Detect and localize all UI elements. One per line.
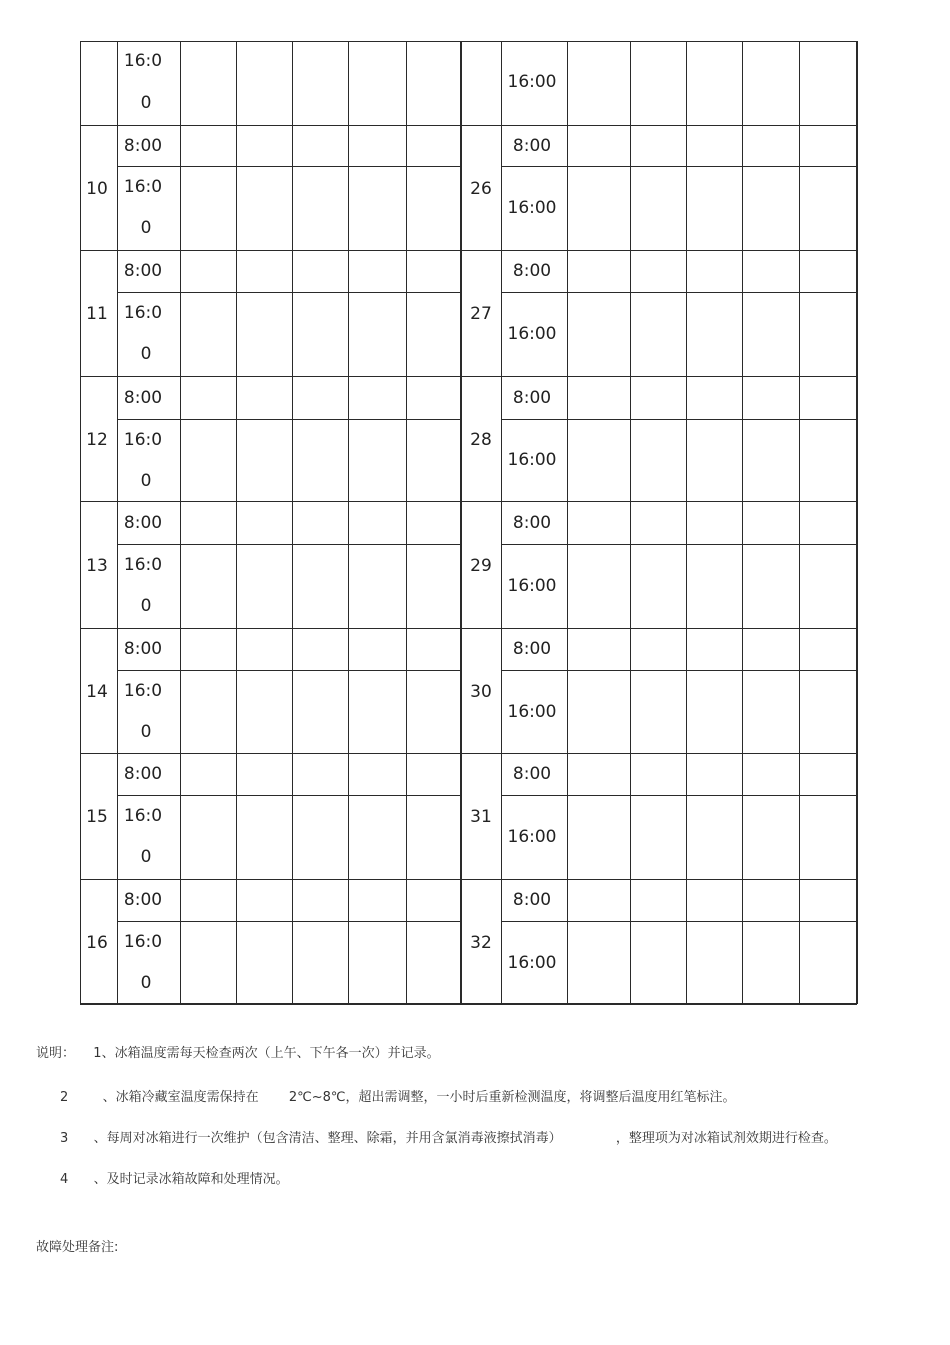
- day-number: 27: [470, 304, 492, 324]
- time-label: 16:00: [507, 576, 557, 596]
- time-label: 8:00: [123, 764, 163, 784]
- note-1-text: 、冰箱温度需每天检查两次（上午、下午各一次）并记录。: [101, 1046, 440, 1061]
- note-2-text: 、冰箱冷藏室温度需保持在: [102, 1090, 259, 1105]
- table-vline: [630, 41, 631, 1004]
- table-hline: [80, 879, 857, 880]
- table-hline: [80, 628, 857, 629]
- time-label: 8:00: [512, 261, 552, 281]
- fault-remarks-label: 故障处理备注:: [36, 1240, 119, 1255]
- table-hline: [80, 376, 857, 377]
- note-4: [60, 1168, 289, 1187]
- time-label: 16:0: [123, 932, 163, 952]
- time-label: 0: [140, 471, 152, 491]
- day-number: 29: [470, 555, 492, 576]
- table-subline: [117, 544, 461, 545]
- table-hline: [80, 501, 857, 502]
- table-subline: [501, 670, 857, 671]
- day-number: 11: [86, 304, 108, 324]
- time-label: 8:00: [512, 764, 552, 784]
- table-subline: [117, 166, 461, 167]
- table-subline: [501, 921, 857, 922]
- table-subline: [501, 795, 857, 796]
- time-label: 16:0: [123, 555, 163, 575]
- time-label: 16:00: [507, 701, 557, 722]
- day-number: 12: [86, 429, 108, 450]
- day-number: 31: [470, 807, 492, 827]
- time-label: 8:00: [123, 387, 163, 408]
- time-label: 8:00: [123, 512, 163, 533]
- note-1-number: 1: [93, 1046, 102, 1061]
- table-vline: [567, 41, 568, 1004]
- table-vline: [236, 41, 237, 1004]
- table-subline: [117, 921, 461, 922]
- day-number: 28: [470, 429, 492, 450]
- table-subline: [501, 419, 857, 420]
- time-label: 16:00: [507, 72, 557, 92]
- time-label: 16:0: [123, 806, 163, 826]
- table-subline: [501, 544, 857, 545]
- day-number: 32: [470, 932, 492, 953]
- table-hline: [80, 41, 857, 42]
- note-4-number: 4: [60, 1172, 69, 1187]
- time-label: 16:00: [507, 450, 557, 470]
- table-subline: [501, 166, 857, 167]
- table-hline: [80, 1003, 857, 1004]
- note-2-text-b: 2℃~8℃，超出需调整，一小时后重新检测温度，将调整后温度用红笔标注。: [288, 1090, 736, 1105]
- table-subline: [117, 419, 461, 420]
- note-2-number: 2: [60, 1090, 69, 1105]
- time-label: 8:00: [123, 890, 163, 910]
- table-subline: [117, 795, 461, 796]
- time-label: 16:0: [123, 303, 163, 323]
- day-number: 30: [470, 681, 492, 702]
- table-subline: [117, 670, 461, 671]
- time-label: 8:00: [123, 261, 163, 281]
- table-vline: [799, 41, 800, 1004]
- time-label: 8:00: [512, 890, 552, 910]
- time-label: 0: [140, 722, 152, 742]
- note-3-text-b: ，整理项为对冰箱试剂效期进行检查。: [615, 1131, 837, 1146]
- day-number: 26: [470, 178, 492, 199]
- time-label: 8:00: [512, 387, 552, 408]
- note-3: [60, 1127, 837, 1146]
- time-label: 0: [140, 218, 152, 238]
- time-label: 16:0: [123, 177, 163, 197]
- table-vline: [686, 41, 687, 1004]
- note-2: [60, 1086, 736, 1105]
- table-subline: [501, 292, 857, 293]
- time-label: 0: [140, 596, 152, 616]
- day-number: 13: [86, 555, 108, 576]
- table-vline: [856, 41, 857, 1004]
- day-number: 15: [86, 807, 108, 827]
- time-label: 0: [140, 847, 152, 867]
- time-label: 8:00: [123, 135, 163, 156]
- time-label: 8:00: [512, 639, 552, 659]
- table-subline: [117, 292, 461, 293]
- note-3-number: 3: [60, 1131, 69, 1146]
- time-label: 8:00: [512, 512, 552, 533]
- note-3-text: 、每周对冰箱进行一次维护（包含清洁、整理、除霜，并用含氯消毒液擦拭消毒）: [93, 1131, 562, 1146]
- note-4-text: 、及时记录冰箱故障和处理情况。: [93, 1172, 289, 1187]
- day-number: 16: [86, 932, 108, 953]
- time-label: 0: [140, 344, 152, 364]
- table-vline: [348, 41, 349, 1004]
- time-label: 16:00: [507, 827, 557, 847]
- notes-lead: 说明：: [36, 1046, 76, 1061]
- time-label: 0: [140, 973, 152, 993]
- time-label: 16:00: [507, 324, 557, 344]
- time-label: 16:00: [507, 952, 557, 973]
- table-vline: [406, 41, 407, 1004]
- table-vline: [180, 41, 181, 1004]
- time-label: 8:00: [512, 135, 552, 156]
- table-vline: [292, 41, 293, 1004]
- temperature-log-table: [80, 41, 857, 1004]
- table-hline: [80, 250, 857, 251]
- table-vline: [857, 41, 858, 1004]
- time-label: 16:00: [507, 198, 557, 218]
- time-label: 0: [140, 93, 152, 113]
- time-label: 16:0: [123, 681, 163, 701]
- time-label: 8:00: [123, 639, 163, 659]
- time-label: 16:0: [123, 430, 163, 450]
- day-number: 10: [86, 178, 108, 199]
- table-vline: [742, 41, 743, 1004]
- table-hline: [80, 125, 857, 126]
- day-number: 14: [86, 681, 108, 702]
- table-hline: [80, 753, 857, 754]
- table-hline: [80, 1004, 857, 1005]
- time-label: 16:0: [123, 51, 163, 71]
